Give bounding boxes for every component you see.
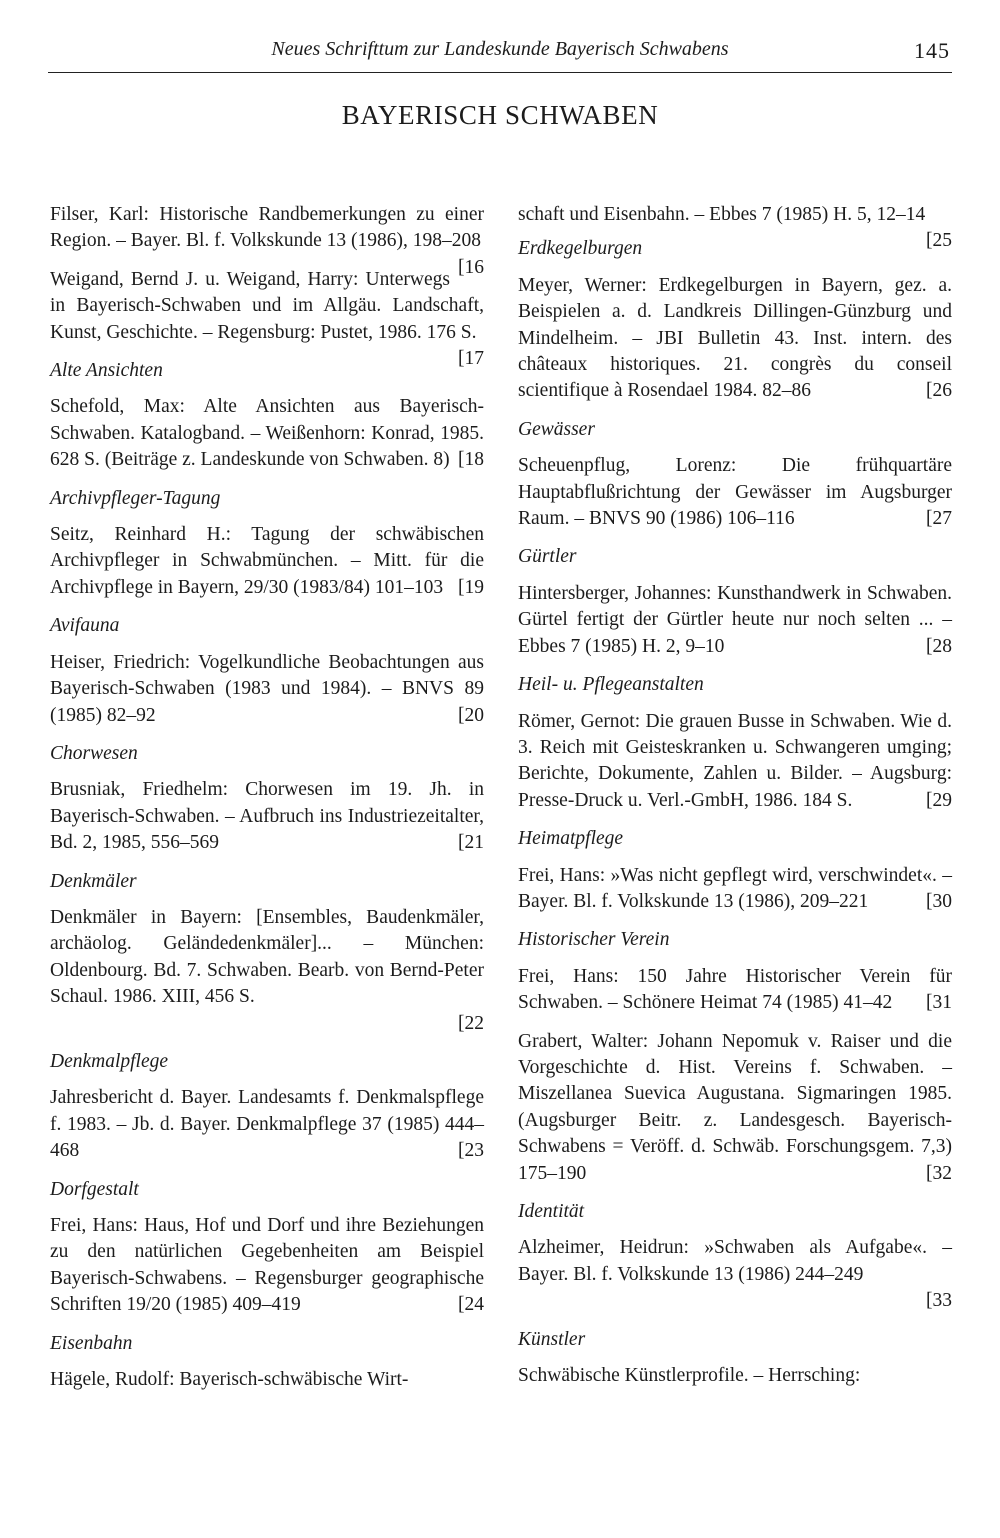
entry-number: [ 21 bbox=[450, 830, 484, 856]
bibliography-entry-start: Schwäbische Künstlerprofile. – Herrsching: bbox=[518, 1365, 861, 1387]
entry-number: [ 22 bbox=[50, 1011, 484, 1037]
right-column bbox=[518, 202, 952, 1389]
entry-number: [ 31 bbox=[918, 990, 952, 1016]
entry-number: [ 19 bbox=[450, 575, 484, 601]
entry-number: [ 32 bbox=[918, 1161, 952, 1187]
bibliography-entry: Hintersberger, Johannes: Kunsthandwerk in Schwaben. Gürtel fertigt der Gürtler heute nur noch selten ... – Ebbes 7 (1985) H. 2, 9–10 [ 28 bbox=[518, 581, 952, 660]
subject-heading: Dorfgestalt bbox=[50, 1178, 139, 1200]
subject-heading: Eisenbahn bbox=[50, 1332, 133, 1354]
entry-number: [ 29 bbox=[918, 788, 952, 814]
left-column bbox=[50, 202, 484, 1393]
bibliography-entry: Meyer, Werner: Erdkegelburgen in Bayern, gez. a. Beispielen a. d. Landkreis Dillingen-Günzburg und Mindelheim. – JBI Bulletin 43. Inst. intern. des châteaux historiques. 21. congrès du conseil scientifique à Rosendael 1984. 82–86 [ 26 bbox=[518, 273, 952, 405]
subject-heading: Avifauna bbox=[50, 615, 120, 637]
bibliography-entry: Denkmäler in Bayern: [Ensembles, Baudenkmäler, archäolog. Geländedenkmäler]... – München: Oldenbourg. Bd. 7. Schwaben. Bearb. von Bernd-Peter Schaul. 1986. XIII, 456 S. [ 22 bbox=[50, 905, 484, 1037]
bibliography-entry: Frei, Hans: 150 Jahre Historischer Verein für Schwaben. – Schönere Heimat 74 (1985) 41–42 [ 31 bbox=[518, 964, 952, 1017]
entry-number: [ 28 bbox=[918, 634, 952, 660]
entry-number: [ 25 bbox=[918, 228, 952, 254]
bibliography-entry: Römer, Gernot: Die grauen Busse in Schwaben. Wie d. 3. Reich mit Geisteskranken u. Schwangeren umging; Berichte, Dokumente, Zahlen u. Bilder. – Augsburg: Presse-Druck u. Verl.-GmbH, 1986. 184 S. [ 29 bbox=[518, 709, 952, 815]
entry-number: [ 33 bbox=[518, 1288, 952, 1314]
section-title: BAYERISCH SCHWABEN bbox=[341, 100, 659, 130]
entry-number: [ 27 bbox=[918, 506, 952, 532]
subject-heading: Heil- u. Pflegeanstalten bbox=[518, 674, 704, 696]
page-number: 145 bbox=[914, 38, 950, 63]
running-header bbox=[48, 36, 952, 73]
bibliography-entry-continuation: schaft und Eisenbahn. – Ebbes 7 (1985) H. 5, 12–14 [ 25 bbox=[518, 202, 952, 228]
entry-number: [ 20 bbox=[450, 703, 484, 729]
bibliography-entry: Heiser, Friedrich: Vogelkundliche Beobachtungen aus Bayerisch-Schwaben (1983 und 1984). – BNVS 89 (1985) 82–92 [ 20 bbox=[50, 650, 484, 729]
subject-heading: Alte Ansichten bbox=[50, 360, 163, 382]
bibliography-entry: Brusniak, Friedhelm: Chorwesen im 19. Jh. in Bayerisch-Schwaben. – Aufbruch ins Industriezeitalter, Bd. 2, 1985, 556–569 [ 21 bbox=[50, 777, 484, 856]
bibliography-entry: Alzheimer, Heidrun: »Schwaben als Aufgabe«. – Bayer. Bl. f. Volkskunde 13 (1986) 244–249 [ 33 bbox=[518, 1235, 952, 1314]
bibliography-entry: Grabert, Walter: Johann Nepomuk v. Raiser und die Vorgeschichte d. Hist. Vereins f. Schwaben. – Miszellanea Suevica Augustana. Sigmaringen 1985. (Augsburger Beitr. z. Landesgesch. Bayerisch-Schwabens = Veröff. d. Schwäb. Forschungsgem. 7,3) 175–190 [ 32 bbox=[518, 1029, 952, 1187]
entry-number: [ 18 bbox=[450, 447, 484, 473]
bibliography-entry: Jahresbericht d. Bayer. Landesamts f. Denkmalspflege f. 1983. – Jb. d. Bayer. Denkmalpflege 37 (1985) 444–468 [ 23 bbox=[50, 1085, 484, 1164]
bibliography-entry: Filser, Karl: Historische Randbemerkungen zu einer Region. – Bayer. Bl. f. Volkskunde 13 (1986), 198–208 [ 16 bbox=[50, 202, 484, 255]
subject-heading: Künstler bbox=[518, 1328, 586, 1350]
subject-heading: Heimatpflege bbox=[518, 828, 624, 850]
bibliography-entry: Weigand, Bernd J. u. Weigand, Harry: Unterwegs in Bayerisch-Schwaben und im Allgäu. Landschaft, Kunst, Geschichte. – Regensburg: Pustet, 1986. 176 S. [ 17 bbox=[50, 267, 484, 346]
subject-heading: Identität bbox=[518, 1201, 585, 1222]
bibliography-entry-start: Hägele, Rudolf: Bayerisch-schwäbische Wirt- bbox=[50, 1369, 409, 1391]
subject-heading: Archivpfleger-Tagung bbox=[50, 487, 221, 509]
entry-number: [ 16 bbox=[450, 255, 484, 281]
subject-heading: Gürtler bbox=[518, 546, 577, 568]
entry-number: [ 17 bbox=[450, 346, 484, 372]
subject-heading: Erdkegelburgen bbox=[518, 238, 643, 260]
entry-number: [ 30 bbox=[918, 889, 952, 915]
entry-number: [ 24 bbox=[450, 1292, 484, 1318]
bibliography-entry: Frei, Hans: Haus, Hof und Dorf und ihre Beziehungen zu den natürlichen Gegebenheiten am Beispiel Bayerisch-Schwabens. – Regensburger geographische Schriften 19/20 (1985) 409–419 [ 24 bbox=[50, 1213, 484, 1319]
entry-number: [ 23 bbox=[450, 1138, 484, 1164]
subject-heading: Chorwesen bbox=[50, 742, 138, 764]
subject-heading: Denkmäler bbox=[50, 870, 137, 892]
entry-number: [ 26 bbox=[918, 378, 952, 404]
running-title: Neues Schrifttum zur Landeskunde Bayerisch Schwabens bbox=[271, 38, 729, 60]
subject-heading: Historischer Verein bbox=[518, 929, 670, 951]
bibliography-entry: Schefold, Max: Alte Ansichten aus Bayerisch-Schwaben. Katalogband. – Weißenhorn: Konrad, 1985. 628 S. (Beiträge z. Landeskunde von Schwaben. 8) [ 18 bbox=[50, 394, 484, 473]
subject-heading: Denkmalpflege bbox=[50, 1050, 169, 1072]
bibliography-entry: Scheuenpflug, Lorenz: Die frühquartäre Hauptabflußrichtung der Gewässer im Augsburger Raum. – BNVS 90 (1986) 106–116 [ 27 bbox=[518, 453, 952, 532]
bibliography-entry: Frei, Hans: »Was nicht gepflegt wird, verschwindet«. – Bayer. Bl. f. Volkskunde 13 (1986), 209–221 [ 30 bbox=[518, 863, 952, 916]
subject-heading: Gewässer bbox=[518, 418, 595, 440]
bibliography-entry: Seitz, Reinhard H.: Tagung der schwäbischen Archivpfleger in Schwabmünchen. – Mitt. für die Archivpflege in Bayern, 29/30 (1983/84) 101–103 [ 19 bbox=[50, 522, 484, 601]
